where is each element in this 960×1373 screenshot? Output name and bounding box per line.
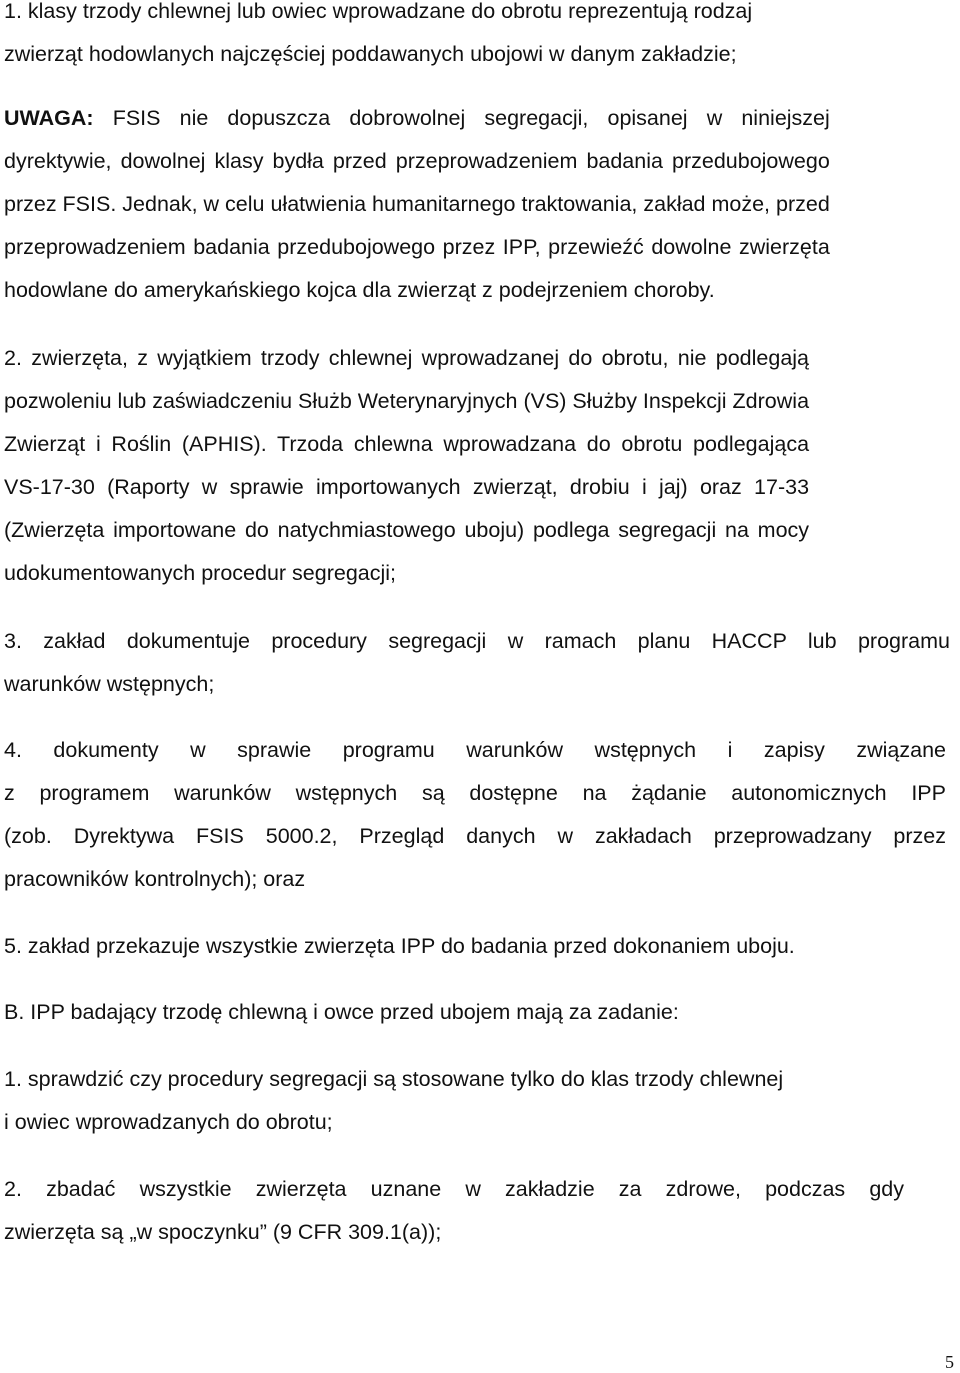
text-line: hodowlane do amerykańskiego kojca dla zwierząt z podejrzeniem choroby. — [4, 278, 715, 302]
paragraph-item-3 — [4, 620, 950, 706]
section-heading: B. IPP badający trzodę chlewną i owce przed ubojem mają za zadanie: — [4, 1000, 679, 1024]
text-line: warunków wstępnych; — [4, 672, 215, 696]
text-line: dyrektywie, dowolnej klasy bydła przed przeprowadzeniem badania przedubojowego — [4, 149, 830, 173]
text-line: z programem warunków wstępnych są dostępne na żądanie autonomicznych IPP — [4, 781, 946, 805]
text-fragment: FSIS nie dopuszcza dobrowolnej segregacji, opisanej w niniejszej — [93, 106, 830, 130]
paragraph-item-5 — [4, 925, 795, 968]
text-line: i owiec wprowadzanych do obrotu; — [4, 1110, 333, 1134]
note-label: UWAGA: — [4, 106, 94, 130]
paragraph-b-item-2 — [4, 1168, 904, 1254]
text-line: zwierzęta są „w spoczynku” (9 CFR 309.1(a)); — [4, 1220, 442, 1244]
paragraph-section-b — [4, 991, 679, 1034]
text-line: 1. sprawdzić czy procedury segregacji są stosowane tylko do klas trzody chlewnej — [4, 1067, 784, 1091]
text-line: (zob. Dyrektywa FSIS 5000.2, Przegląd danych w zakładach przeprowadzany przez — [4, 824, 946, 848]
text-line: Zwierząt i Roślin (APHIS). Trzoda chlewna wprowadzana do obrotu podlegająca — [4, 432, 810, 456]
paragraph-item-4 — [4, 729, 946, 901]
text-line-with-lead — [4, 97, 830, 140]
text-line: 4. dokumenty w sprawie programu warunków wstępnych i zapisy związane — [4, 738, 946, 762]
text-line: przeprowadzeniem badania przedubojowego przez IPP, przewieźć dowolne zwierzęta — [4, 235, 830, 259]
text-line: pozwoleniu lub zaświadczeniu Służb Weterynaryjnych (VS) Służby Inspekcji Zdrowia — [4, 389, 810, 413]
text-line: 3. zakład dokumentuje procedury segregacji w ramach planu HACCP lub programu — [4, 629, 950, 653]
text-line: zwierząt hodowlanych najczęściej poddawanych ubojowi w danym zakładzie; — [4, 42, 737, 66]
text-line: 2. zwierzęta, z wyjątkiem trzody chlewnej wprowadzanej do obrotu, nie podlegają — [4, 346, 810, 370]
text-line: udokumentowanych procedur segregacji; — [4, 561, 397, 585]
text-line: VS-17-30 (Raporty w sprawie importowanych zwierząt, drobiu i jaj) oraz 17-33 — [4, 475, 810, 499]
page-number: 5 — [945, 1352, 954, 1372]
text-line: (Zwierzęta importowane do natychmiastowego uboju) podlega segregacji na mocy — [4, 518, 810, 542]
text-line: pracowników kontrolnych); oraz — [4, 867, 306, 891]
text-line: 5. zakład przekazuje wszystkie zwierzęta IPP do badania przed dokonaniem uboju. — [4, 934, 795, 958]
paragraph-b-item-1 — [4, 1058, 783, 1144]
paragraph-item-1 — [4, 0, 752, 76]
paragraph-note — [4, 97, 830, 312]
text-line: przez FSIS. Jednak, w celu ułatwienia humanitarnego traktowania, zakład może, przed — [4, 192, 830, 216]
paragraph-item-2 — [4, 337, 809, 595]
text-line: 2. zbadać wszystkie zwierzęta uznane w zakładzie za zdrowe, podczas gdy — [4, 1177, 904, 1201]
text-line: 1. klasy trzody chlewnej lub owiec wprowadzane do obrotu reprezentują rodzaj — [4, 0, 753, 23]
